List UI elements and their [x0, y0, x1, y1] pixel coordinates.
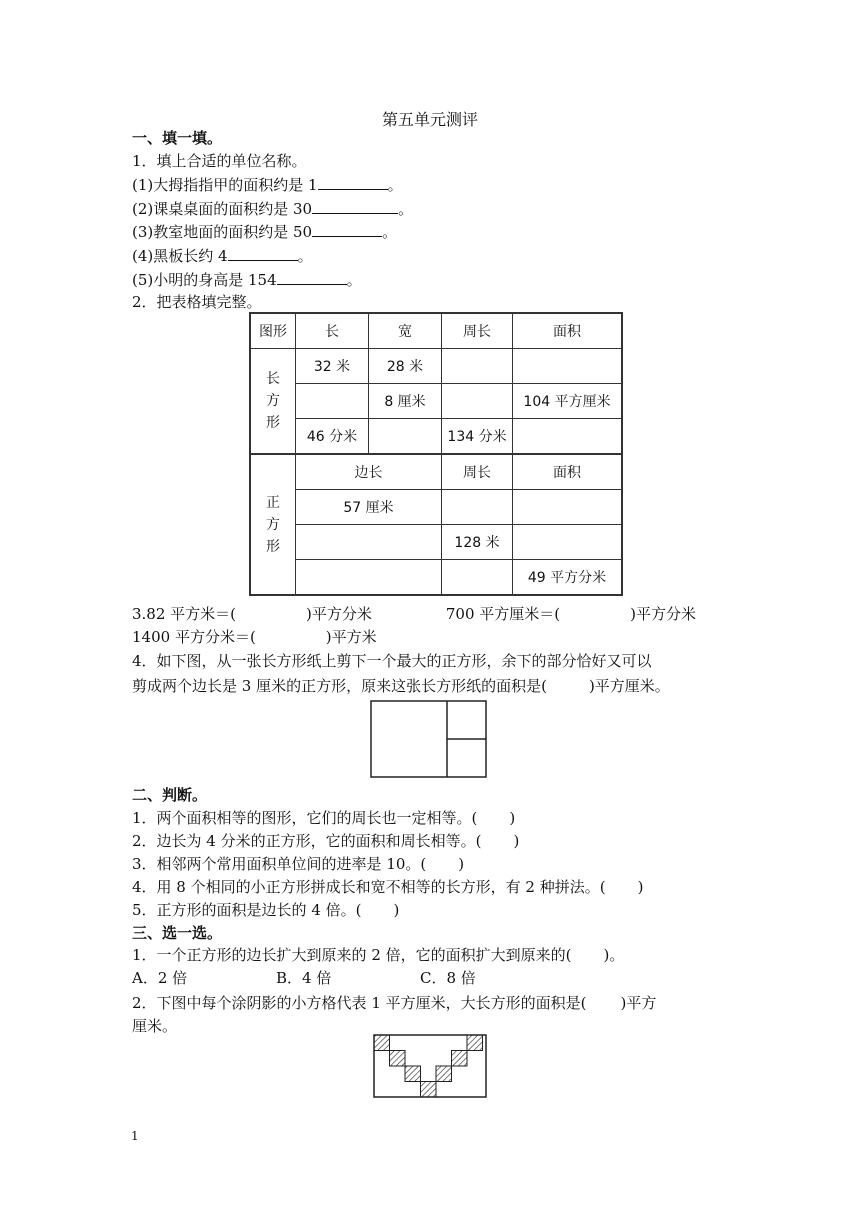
question2-prompt: 2．把表格填完整。 — [132, 293, 262, 311]
fill-item-suffix: 。 — [382, 223, 398, 241]
table-header: 图形 — [250, 313, 296, 349]
fill-item-suffix: 。 — [387, 176, 403, 194]
judge-item-3 — [132, 854, 464, 874]
question4-end: )平方厘米。 — [588, 677, 670, 695]
fill-item-3 — [132, 222, 397, 242]
choice-options — [132, 968, 476, 988]
shaded-cell — [467, 1035, 483, 1051]
table-cell[interactable] — [442, 384, 513, 419]
judge-item-4 — [132, 877, 643, 897]
rectangle-label: 长 方 形 — [266, 371, 280, 431]
judge-end: ) — [637, 878, 644, 896]
conversion-row-2 — [132, 627, 377, 647]
shaded-cell — [436, 1066, 452, 1082]
table-header: 边长 — [296, 454, 442, 490]
table-cell: 128 米 — [442, 525, 513, 560]
table-cell: 8 厘米 — [369, 384, 442, 419]
rectangle-row-label — [250, 349, 296, 455]
table-header: 周长 — [442, 454, 513, 490]
judge-text: 1．两个面积相等的图形，它们的周长也一定相等。( — [132, 809, 478, 827]
table-cell[interactable] — [369, 419, 442, 455]
judge-text: 2．边长为 4 分米的正方形，它的面积和周长相等。( — [132, 832, 482, 850]
question4-line1: 4．如下图，从一张长方形纸上剪下一个最大的正方形，余下的部分恰好又可以 — [132, 652, 652, 670]
shaded-cells — [374, 1035, 483, 1097]
option-c[interactable]: C．8 倍 — [420, 969, 476, 987]
question1-prompt: 1．填上合适的单位名称。 — [132, 152, 307, 170]
option-a[interactable]: A．2 倍 — [132, 969, 188, 987]
fill-item-text: (5)小明的身高是 154 — [132, 271, 277, 289]
rectangle-cut-figure — [370, 700, 488, 779]
table-cell: 28 米 — [369, 349, 442, 384]
table-cell[interactable] — [442, 490, 513, 525]
choice-question-1 — [132, 945, 624, 965]
judge-end: ) — [513, 832, 520, 850]
judge-end: ) — [393, 901, 400, 919]
table-cell[interactable] — [442, 560, 513, 596]
section3-heading: 三、选一选。 — [132, 924, 223, 942]
choice-end: )平方 — [620, 994, 657, 1012]
conversion-text: 700 平方厘米＝( — [445, 605, 561, 623]
fill-item-text: (3)教室地面的面积约是 50 — [132, 223, 313, 241]
judge-end: ) — [458, 855, 465, 873]
shaded-cell — [405, 1066, 421, 1082]
conversion-unit: )平方分米 — [630, 605, 697, 623]
table-cell[interactable] — [513, 349, 623, 384]
section1-heading: 一、填一填。 — [132, 129, 223, 147]
table-cell[interactable] — [442, 349, 513, 384]
table-cell: 32 米 — [296, 349, 369, 384]
section2-heading: 二、判断。 — [132, 786, 208, 804]
shaded-cell — [374, 1035, 390, 1051]
fill-table — [249, 312, 623, 596]
choice-question-2-line2: 厘米。 — [132, 1017, 178, 1035]
answer-blank[interactable] — [318, 175, 388, 190]
fill-item-text: (1)大拇指指甲的面积约是 1 — [132, 176, 318, 194]
choice-end: )。 — [603, 946, 625, 964]
shaded-grid-figure — [372, 1033, 488, 1100]
judge-item-2 — [132, 831, 519, 851]
judge-text: 3．相邻两个常用面积单位间的进率是 10。( — [132, 855, 427, 873]
conversion-unit: )平方分米 — [306, 605, 372, 623]
judge-item-5 — [132, 900, 399, 920]
table-cell[interactable] — [513, 525, 623, 560]
choice-text: 1．一个正方形的边长扩大到原来的 2 倍，它的面积扩大到原来的( — [132, 946, 572, 964]
fill-item-text: (4)黑板长约 4 — [132, 247, 228, 265]
page-title: 第五单元测评 — [381, 110, 478, 129]
conversion-row-1 — [132, 604, 696, 624]
conversion-unit: )平方米 — [325, 628, 377, 646]
judge-end: ) — [509, 809, 516, 827]
table-cell[interactable] — [296, 560, 442, 596]
choice-question-2-line1 — [132, 993, 656, 1013]
table-cell: 57 厘米 — [296, 490, 442, 525]
answer-blank[interactable] — [277, 270, 347, 285]
fill-item-suffix: 。 — [346, 271, 362, 289]
fill-item-suffix: 。 — [398, 200, 414, 218]
table-cell[interactable] — [296, 384, 369, 419]
answer-blank[interactable] — [228, 246, 298, 261]
table-header: 长 — [296, 313, 369, 349]
table-cell: 134 分米 — [442, 419, 513, 455]
question4-text: 剪成两个边长是 3 厘米的正方形，原来这张长方形纸的面积是( — [132, 677, 547, 695]
shaded-cell — [452, 1051, 468, 1067]
fill-item-suffix: 。 — [297, 247, 313, 265]
shaded-cell — [390, 1051, 406, 1067]
fill-item-1 — [132, 175, 403, 195]
conversion-text: 1400 平方分米＝( — [132, 628, 256, 646]
table-cell[interactable] — [513, 419, 623, 455]
table-cell: 49 平方分米 — [513, 560, 623, 596]
fill-item-text: (2)课桌桌面的面积约是 30 — [132, 200, 313, 218]
choice-text: 2．下图中每个涂阴影的小方格代表 1 平方厘米，大长方形的面积是( — [132, 994, 587, 1012]
answer-blank[interactable] — [312, 222, 382, 237]
square-label: 正 方 形 — [266, 494, 280, 555]
table-cell[interactable] — [513, 490, 623, 525]
conversion-text: 3.82 平方米＝( — [132, 605, 237, 623]
table-header: 宽 — [369, 313, 442, 349]
table-cell: 46 分米 — [296, 419, 369, 455]
answer-blank[interactable] — [312, 199, 398, 214]
option-b[interactable]: B．4 倍 — [276, 969, 332, 987]
shaded-cell — [421, 1082, 437, 1098]
judge-text: 5．正方形的面积是边长的 4 倍。( — [132, 901, 362, 919]
table-header: 面积 — [513, 313, 623, 349]
table-cell: 104 平方厘米 — [513, 384, 623, 419]
table-header: 面积 — [513, 454, 623, 490]
fill-item-4 — [132, 246, 313, 266]
page-number: 1 — [131, 1129, 139, 1143]
table-cell[interactable] — [296, 525, 442, 560]
fill-item-2 — [132, 199, 413, 219]
square-row-label — [250, 454, 296, 595]
judge-item-1 — [132, 808, 515, 828]
fill-item-5 — [132, 270, 362, 290]
table-header: 周长 — [442, 313, 513, 349]
question4-line2 — [132, 676, 670, 696]
judge-text: 4．用 8 个相同的小正方形拼成长和宽不相等的长方形，有 2 种拼法。( — [132, 878, 606, 896]
